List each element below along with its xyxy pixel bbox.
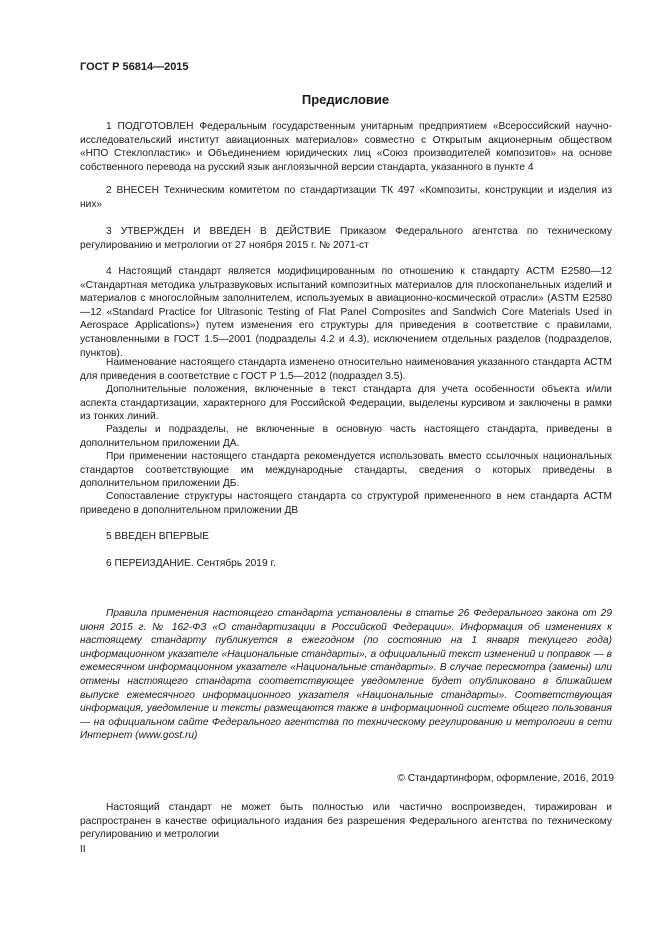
item-4: 4 Настоящий стандарт является модифицированным по отношению к стандарту АСТМ Е2580—12 «Стандартная методика ультразвуковых испытаний композитных материалов для плоскопанельных изделий и материалов с многослойным заполнителем, используемых в авиационно-космической отрасли» (ASTM E2580—12 «Standard Practice for Ultrasonic Testing of Flat Panel Composites and Sandwich Core Materials Used in Aerospace Applications») путем изменения его структуры для приведения в соответствие с правилами, установленными в ГОСТ 1.5—2001 (подразделы 4.2 и 4.3), исключением отдельных разделов (подразделов, пунктов). <box>80 266 612 359</box>
item-4-title-note: Наименование настоящего стандарта изменено относительно наименования указанного стандарта АСТМ для приведения в соответствие с ГОСТ Р 1.5—2012 (подраздел 3.5). <box>80 357 612 382</box>
page-number: II <box>80 844 86 855</box>
item-3: 3 УТВЕРЖДЕН И ВВЕДЕН В ДЕЙСТВИЕ Приказом Федерального агентства по техническому регулированию и метрологии от 27 ноября 2015 г. № 2071-ст <box>80 226 612 251</box>
item-4-sections-note: Разделы и подразделы, не включенные в основную часть настоящего стандарта, приведены в дополнительном приложении ДА. <box>80 424 612 449</box>
item-1: 1 ПОДГОТОВЛЕН Федеральным государственным унитарным предприятием «Всероссийский научно-исследовательский институт авиационных материалов» совместно с Открытым акционерным обществом «НПО Стеклопластик» и Объединением юридических лиц «Союз производителей композитов» на основе собственного перевода на русский язык англоязычной версии стандарта, указанного в пункте 4 <box>80 121 612 173</box>
item-4-comparison-note: Сопоставление структуры настоящего стандарта со структурой примененного в нем стандарта АСТМ приведено в дополнительном приложении ДВ <box>80 491 612 516</box>
item-6: 6 ПЕРЕИЗДАНИЕ. Сентябрь 2019 г. <box>106 558 276 569</box>
standard-notice: Правила применения настоящего стандарта установлены в статье 26 Федерального закона от 29 июня 2015 г. № 162-ФЗ «О стандартизации в Российской Федерации». Информация об изменениях к настоящему стандарту публикуется в ежегодном (по состоянию на 1 января текущего года) информационном указателе «Национальные стандарты», а официальный текст изменений и поправок — в ежемесячном информационном указателе «Национальные стандарты». В случае пересмотра (замены) или отмены настоящего стандарта соответствующее уведомление будет опубликовано в ближайшем выпуске ежемесячного информационного указателя «Национальные стандарты». Соответствующая информация, уведомление и тексты размещаются также в информационной системе общего пользования — на официальном сайте Федерального агентства по техническому регулированию и метрологии в сети Интернет (www.gost.ru) <box>80 608 612 742</box>
reproduction-notice: Настоящий стандарт не может быть полностью или частично воспроизведен, тиражирован и распространен в качестве официального издания без разрешения Федерального агентства по техническому регулированию и метрологии <box>80 802 612 841</box>
item-4-additions-note: Дополнительные положения, включенные в текст стандарта для учета особенности объекта и/или аспекта стандартизации, характерного для Российской Федерации, выделены курсивом и заключены в рамки из тонких линий. <box>80 384 612 423</box>
item-2: 2 ВНЕСЕН Техническим комитетом по стандартизации ТК 497 «Композиты, конструкции и изделия из них» <box>80 185 612 210</box>
item-4-references-note: При применении настоящего стандарта рекомендуется использовать вместо ссылочных национальных стандартов соответствующие им международные стандарты, сведения о которых приведены в дополнительном приложении ДБ. <box>80 451 612 490</box>
item-5: 5 ВВЕДЕН ВПЕРВЫЕ <box>106 531 210 542</box>
document-code: ГОСТ Р 56814—2015 <box>80 61 189 73</box>
page-title: Предисловие <box>301 92 390 107</box>
copyright: © Стандартинформ, оформление, 2016, 2019 <box>397 773 614 784</box>
